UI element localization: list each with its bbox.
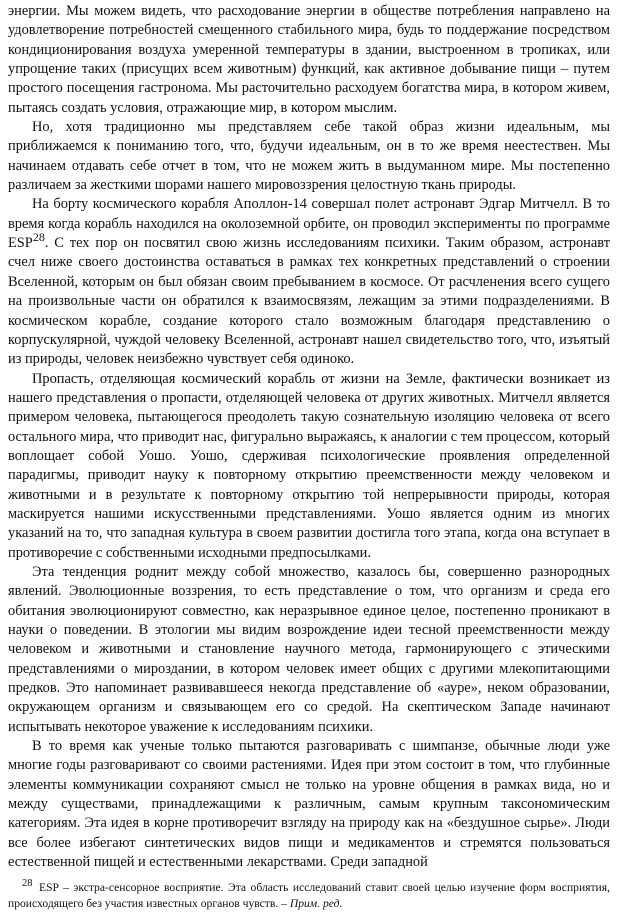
- footnote: [8, 880, 610, 911]
- paragraph: Пропасть, отделяющая космический корабль от жизни на Земле, фактически возникает из нашего представления о пропасти, отделяющей человека от других животных. Митчелл является примером человека, пытающегося преодолеть такую сознательную изоляцию человека от всего остального мира, что приводит нас, фигурально выражаясь, к аналогии с тем процессом, который воплощает собой Уошо. Уошо, сдерживая психологические проявления определенной парадигмы, приводит науку к повторному открытию преемственности между человеком и животными и в результате к повторному открытию той непрерывности природы, которая маскируется нашими искусственными представлениями. Уошо является одним из многих указаний на то, что западная культура в своем развитии достигла того этапа, когда она вступает в противоречие с собственными исходными предпосылками.: [8, 370, 610, 561]
- footnote-marker: 28: [32, 230, 45, 245]
- footnote-attribution: Прим. ред.: [289, 896, 343, 910]
- body-text: [8, 2, 610, 872]
- paragraph-text: На борту космического корабля Аполлон-14 совершал полет астронавт Эдгар Митчелл. В то время когда корабль находился на околоземной орбите, он проводил эксперименты по программе ESP: [8, 196, 610, 252]
- paragraph: Но, хотя традиционно мы представляем себе такой образ жизни идеальным, мы приближаемся к пониманию того, что, будучи идеальным, он в то же время неестествен. Мы начинаем отдавать себе отчет в том, что не можем жить в выдуманном мире. Мы постепенно различаем за жесткими шорами нашего мировоззрения целостную ткань природы.: [8, 119, 610, 194]
- paragraph-text: . С тех пор он посвятил свою жизнь исследованиям психики. Таким образом, астронавт счел ниже своего достоинства оставаться в рамках тех конкретных представлений о строении Вселенной, которым он был обязан своим пребыванием в космосе. От расчленения всего сущего на произвольные части он обратился к взаимосвязям, лежащим за этими подразделениями. В космическом корабле, создание которого стало возможным благодаря представлению о корпускулярной, чуждой человеку Вселенной, астронавт нашел свидетельство того, что, изъятый из природы, человек неизбежно чувствует себя одиноко.: [8, 235, 610, 368]
- paragraph: Эта тенденция роднит между собой множество, казалось бы, совершенно разнородных явлений. Эволюционные воззрения, то есть представление о том, что организм и среда его обитания эволюционируют совместно, как неразрывное единое целое, постепенно проникают в науки о поведении. В этологии мы видим возрождение идеи тесной преемственности между человеком и животными и становление научного метода, гармонирующего с этическими представлениями о мироздании, в котором человек имеет общих с другими млекопитающими предков. Это напоминает развивавшееся некогда представление об «ауре», неком образовании, окружающем организм и связывающем его со средой. На скептическом Западе начинают испытывать некоторое уважение к исследованиям психики.: [8, 563, 610, 735]
- footnote-number: 28: [22, 878, 33, 890]
- paragraph: [8, 195, 610, 369]
- footnote-text: ESP – экстра-сенсорное восприятие. Эта область исследований ставит своей целью изучение форм восприятия, происходящего без участия известных органов чувств. –: [8, 881, 610, 910]
- paragraph: В то время как ученые только пытаются разговаривать с шимпанзе, обычные люди уже многие годы разговаривают со своими растениями. Идея при этом состоит в том, что глубинные элементы коммуникации сохраняют смысл не только на уровне общения в рамках вида, но и между существами, принадлежащими к различным, самым крупным таксономическим категориям. Эта идея в корне противоречит взгляду на природу как на «бездушное сырье». Люди все более избегают синтетических видов пищи и медикаментов и стремятся пользоваться естественной пищей и естественными лекарствами. Среди западной: [8, 738, 610, 871]
- paragraph: энергии. Мы можем видеть, что расходование энергии в обществе потребления направлено на удовлетворение потребностей смещенного стабильного мира, будь то поддержание посредством кондиционирования воздуха умеренной температуры в здании, выстроенном в тропиках, или упрощение таких (присущих всем животным) функций, как активное добывание пищи – путем простого посещения гастронома. Мы расточительно расходуем богатства мира, в котором живем, пытаясь создать условия, отражающие мир, в котором мыслим.: [8, 3, 610, 116]
